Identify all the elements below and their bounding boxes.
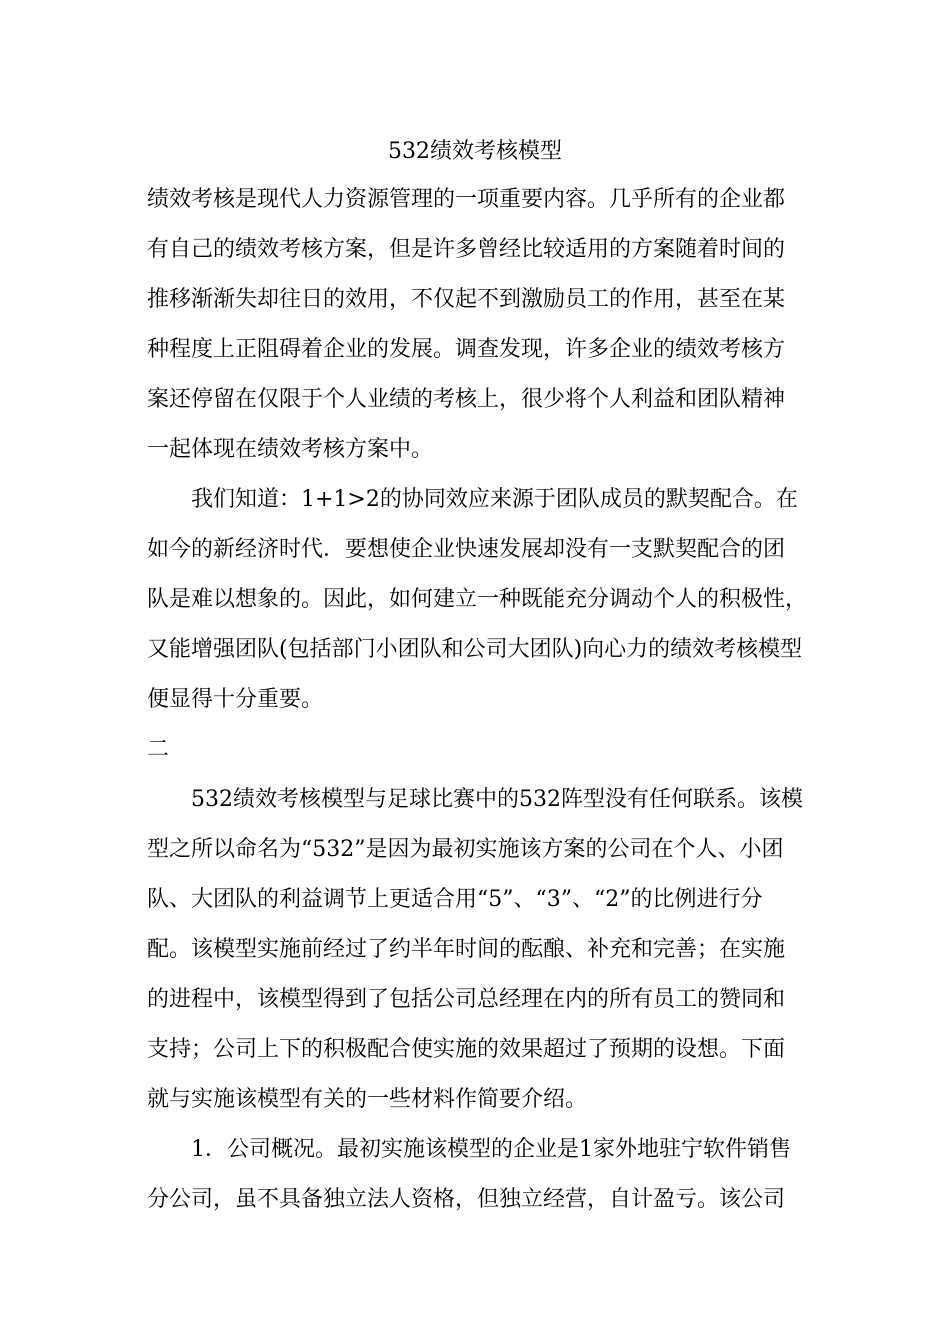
paragraph-line: 有自己的绩效考核方案，但是许多曾经比较适用的方案随着时间的 — [147, 237, 786, 262]
paragraph-line: 种程度上正阻碍着企业的发展。调查发现，许多企业的绩效考核方 — [147, 337, 786, 362]
paragraph-line: 队、大团队的利益调节上更适合用“5”、“3”、“2”的比例进行分 — [147, 887, 763, 912]
paragraph-line: 又能增强团队(包括部门小团队和公司大团队)向心力的绩效考核模型 — [147, 637, 803, 662]
paragraph-line: 配。该模型实施前经过了约半年时间的酝酿、补充和完善；在实施 — [147, 937, 786, 962]
paragraph-line: 案还停留在仅限于个人业绩的考核上，很少将个人利益和团队精神 — [147, 387, 786, 412]
paragraph-line: 便显得十分重要。 — [147, 687, 324, 712]
paragraph-line: 绩效考核是现代人力资源管理的一项重要内容。几乎所有的企业都 — [147, 187, 786, 212]
paragraph-line: 如今的新经济时代．要想使企业快速发展却没有一支默契配合的团 — [147, 537, 786, 562]
paragraph-line: 队是难以想象的。因此，如何建立一种既能充分调动个人的积极性， — [147, 587, 808, 612]
paragraph-line: 的进程中，该模型得到了包括公司总经理在内的所有员工的赞同和 — [147, 987, 786, 1012]
paragraph-line: 1．公司概况。最初实施该模型的企业是1家外地驻宁软件销售 — [191, 1137, 791, 1162]
paragraph-line: 一起体现在绩效考核方案中。 — [147, 437, 434, 462]
paragraph-line: 推移渐渐失却往日的效用，不仅起不到激励员工的作用，甚至在某 — [147, 287, 786, 312]
paragraph-line: 支持；公司上下的积极配合使实施的效果超过了预期的设想。下面 — [147, 1037, 786, 1062]
paragraph-line: 我们知道：1+1>2的协同效应来源于团队成员的默契配合。在 — [191, 487, 798, 512]
paragraph-line: 型之所以命名为“532”是因为最初实施该方案的公司在个人、小团 — [147, 837, 784, 862]
section-heading: 二 — [147, 737, 170, 762]
document-title: 532绩效考核模型 — [388, 139, 562, 164]
paragraph-line: 532绩效考核模型与足球比赛中的532阵型没有任何联系。该模 — [191, 787, 803, 812]
paragraph-line: 分公司，虽不具备独立法人资格，但独立经营，自计盈亏。该公司 — [147, 1187, 786, 1212]
paragraph-line: 就与实施该模型有关的一些材料作简要介绍。 — [147, 1087, 588, 1112]
